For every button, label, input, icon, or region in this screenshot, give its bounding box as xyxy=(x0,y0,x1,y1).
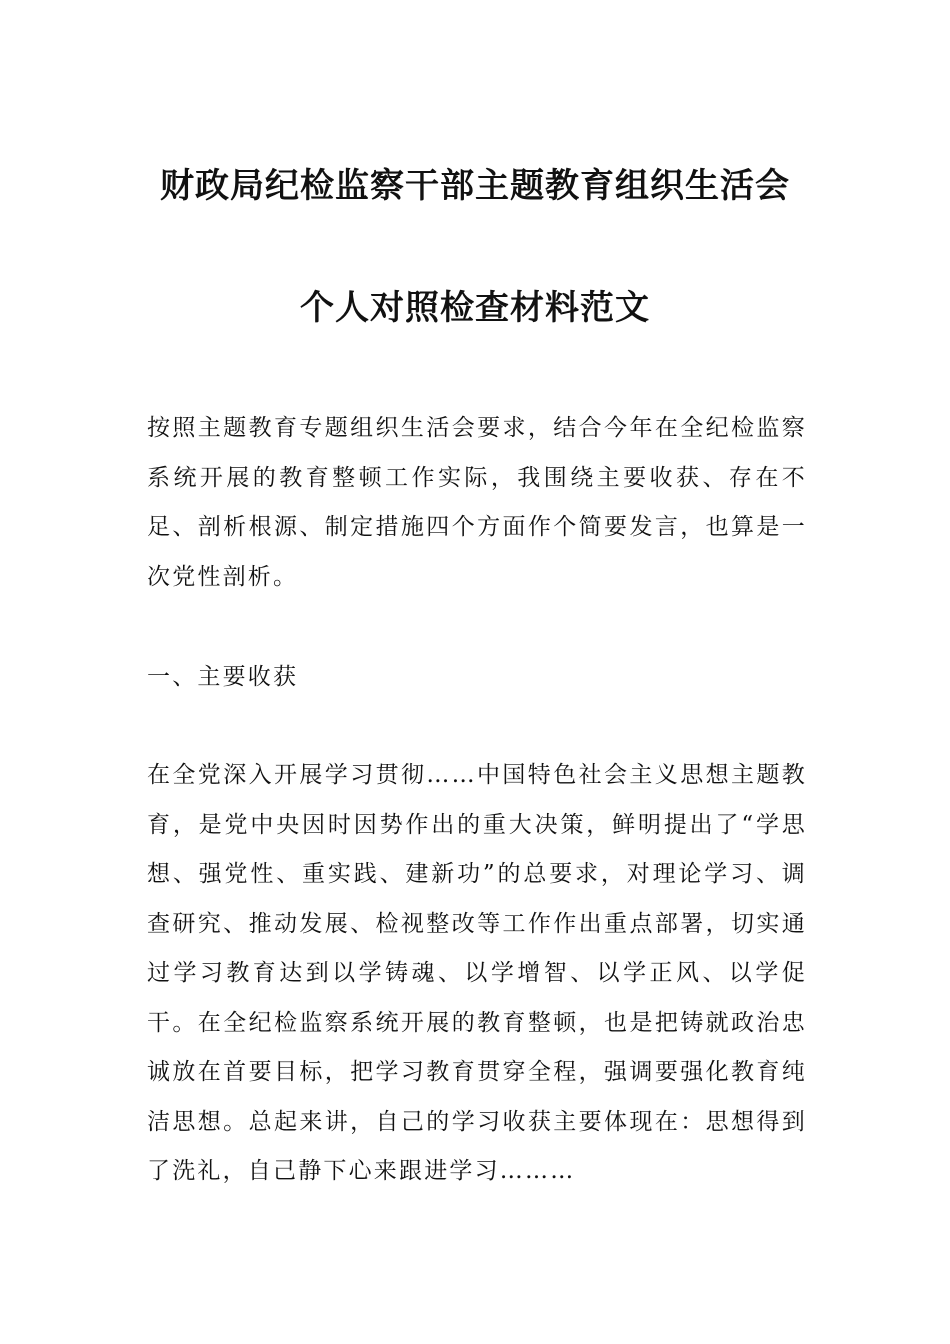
document-title-line-1: 财政局纪检监察干部主题教育组织生活会 xyxy=(160,166,790,206)
intro-paragraph: 按照主题教育专题组织生活会要求，结合今年在全纪检监察系统开展的教育整顿工作实际，我围绕主要收获、存在不足、剖析根源、制定措施四个方面作个简要发言，也算是一次党性剖析。 xyxy=(147,415,807,590)
section-paragraph-main-gains: 在全党深入开展学习贯彻……中国特色社会主义思想主题教育，是党中央因时因势作出的重大决策，鲜明提出了“学思想、强党性、重实践、建新功”的总要求，对理论学习、调查研究、推动发展、检视整改等工作作出重点部署，切实通过学习教育达到以学铸魂、以学增智、以学正风、以学促干。在全纪检监察系统开展的教育整顿，也是把铸就政治忠诚放在首要目标，把学习教育贯穿全程，强调要强化教育纯洁思想。总起来讲，自己的学习收获主要体现在：思想得到了洗礼，自己静下心来跟进学习……… xyxy=(147,762,807,1184)
section-heading-main-gains: 一、主要收获 xyxy=(147,664,299,690)
document-title-line-2: 个人对照检查材料范文 xyxy=(300,288,650,328)
